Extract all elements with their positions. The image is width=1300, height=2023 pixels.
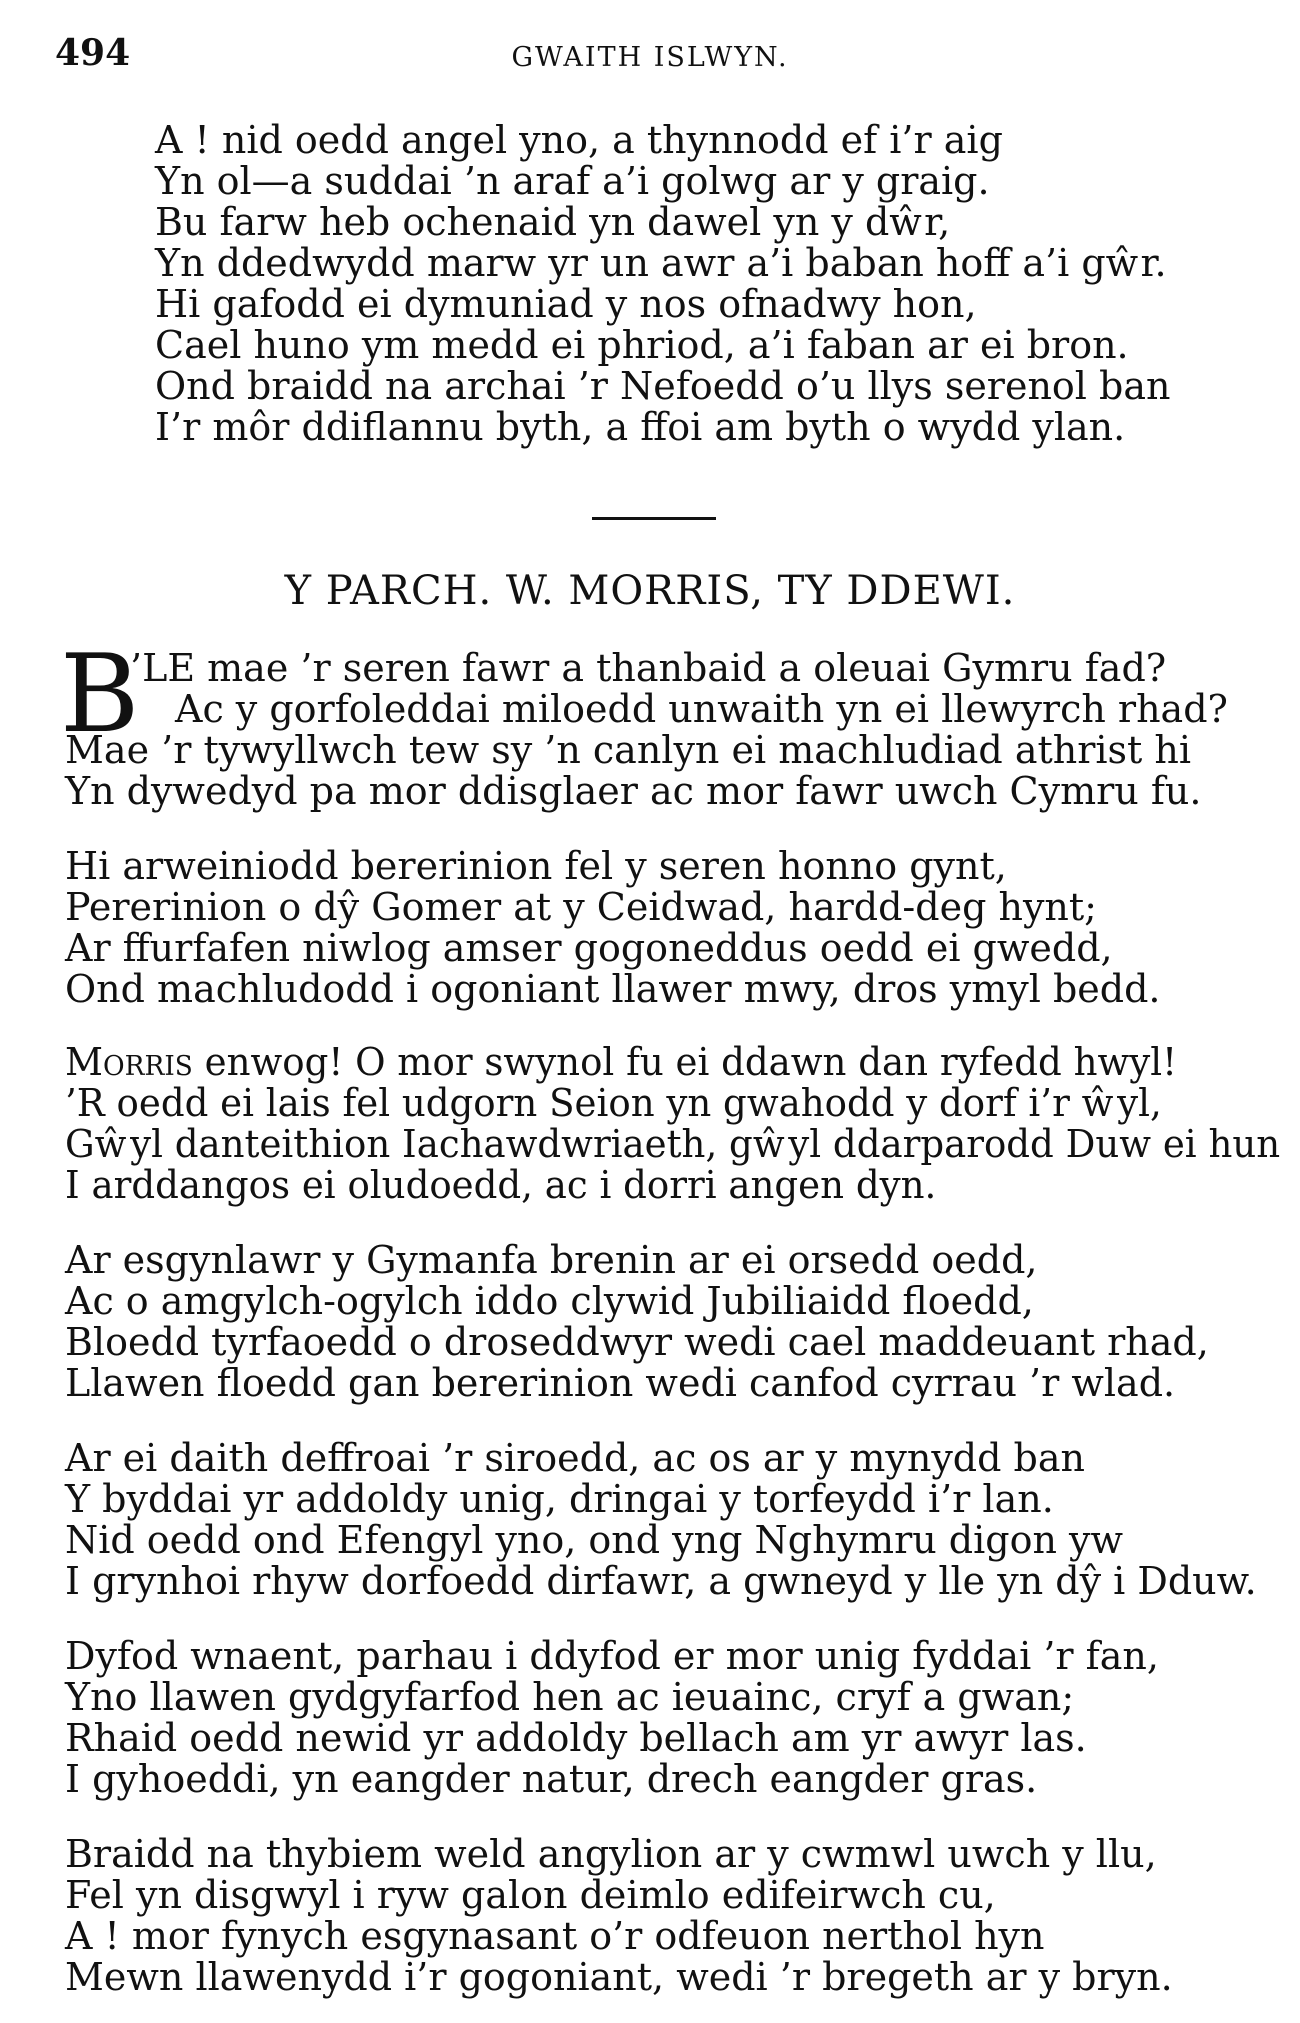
stanza-3 bbox=[65, 1042, 1280, 1206]
stanza-1 bbox=[65, 648, 1228, 812]
stanza-5 bbox=[65, 1438, 1257, 1602]
verse-line: Hi gafodd ei dymuniad y nos ofnadwy hon, bbox=[155, 282, 977, 326]
verse-line: Ac y gorfoleddai miloedd unwaith yn ei llewyrch rhad? bbox=[175, 687, 1228, 731]
verse-line: Bu farw heb ochenaid yn dawel yn y dŵr, bbox=[155, 200, 951, 244]
verse-line: Mae ’r tywyllwch tew sy ’n canlyn ei machludiad athrist hi bbox=[65, 728, 1192, 772]
stanza-4 bbox=[65, 1240, 1209, 1404]
verse-line: Llawen floedd gan bererinion wedi canfod cyrrau ’r wlad. bbox=[65, 1361, 1176, 1405]
verse-line: ’R oedd ei lais fel udgorn Seion yn gwahodd y dorf i’r ŵyl, bbox=[65, 1081, 1162, 1125]
verse-line-rest: enwog! O mor swynol fu ei ddawn dan ryfedd hwyl! bbox=[192, 1040, 1178, 1084]
verse-line: Ond machludodd i ogoniant llawer mwy, dros ymyl bedd. bbox=[65, 967, 1161, 1011]
verse-line: Ar esgynlawr y Gymanfa brenin ar ei orsedd oedd, bbox=[65, 1238, 1038, 1282]
verse-line: A ! nid oedd angel yno, a thynnodd ef i’r aig bbox=[155, 118, 1003, 162]
verse-line: Yn ol—a suddai ’n araf a’i golwg ar y graig. bbox=[155, 159, 990, 203]
verse-line: I gyhoeddi, yn eangder natur, drech eangder gras. bbox=[65, 1757, 1038, 1801]
verse-line: Ond braidd na archai ’r Nefoedd o’u llys serenol ban bbox=[155, 364, 1171, 408]
verse-line: Yn ddedwydd marw yr un awr a’i baban hoff a’i gŵr. bbox=[155, 241, 1167, 285]
running-title: GWAITH ISLWYN. bbox=[511, 42, 789, 73]
verse-line: Fel yn disgwyl i ryw galon deimlo edifeirwch cu, bbox=[65, 1873, 996, 1917]
poem-title: Y PARCH. W. MORRIS, TY DDEWI. bbox=[284, 568, 1016, 614]
verse-line: Rhaid oedd newid yr addoldy bellach am yr awyr las. bbox=[65, 1716, 1087, 1760]
drop-cap: B bbox=[60, 632, 140, 757]
verse-line: Nid oedd ond Efengyl yno, ond yng Nghymru digon yw bbox=[65, 1518, 1124, 1562]
verse-line: Ar ei daith deffroai ’r siroedd, ac os ar y mynydd ban bbox=[65, 1436, 1085, 1480]
verse-line: Ar ffurfafen niwlog amser gogoneddus oedd ei gwedd, bbox=[65, 926, 1113, 970]
stanza-2 bbox=[65, 846, 1161, 1010]
verse-line: I arddangos ei oludoedd, ac i dorri angen dyn. bbox=[65, 1163, 937, 1207]
verse-line: Y byddai yr addoldy unig, dringai y torfeydd i’r lan. bbox=[65, 1477, 1054, 1521]
page-number: 494 bbox=[55, 32, 131, 74]
verse-line: Pererinion o dŷ Gomer at y Ceidwad, hardd-deg hynt; bbox=[65, 885, 1097, 929]
verse-line bbox=[65, 1042, 1280, 1083]
verse-line: Bloedd tyrfaoedd o droseddwyr wedi cael maddeuant rhad, bbox=[65, 1320, 1209, 1364]
stanza-6 bbox=[65, 1636, 1159, 1800]
top-stanza bbox=[155, 120, 1171, 448]
verse-line: ’LE mae ’r seren fawr a thanbaid a oleuai Gymru fad? bbox=[130, 646, 1167, 690]
verse-line: I’r môr ddiflannu byth, a ffoi am byth o wydd ylan. bbox=[155, 405, 1126, 449]
verse-line: Mewn llawenydd i’r gogoniant, wedi ’r bregeth ar y bryn. bbox=[65, 1955, 1173, 1999]
verse-line: Yno llawen gydgyfarfod hen ac ieuainc, cryf a gwan; bbox=[65, 1675, 1075, 1719]
name-small-caps: Morris bbox=[65, 1040, 193, 1084]
verse-line: A ! mor fynych esgynasant o’r odfeuon nerthol hyn bbox=[65, 1914, 1045, 1958]
verse-line: Dyfod wnaent, parhau i ddyfod er mor unig fyddai ’r fan, bbox=[65, 1634, 1159, 1678]
verse-line: Braidd na thybiem weld angylion ar y cwmwl uwch y llu, bbox=[65, 1832, 1157, 1876]
section-divider bbox=[592, 517, 716, 520]
verse-line: Gŵyl danteithion Iachawdwriaeth, gŵyl ddarparodd Duw ei hun bbox=[65, 1122, 1281, 1166]
verse-line: Hi arweiniodd bererinion fel y seren honno gynt, bbox=[65, 844, 1007, 888]
verse-line: Yn dywedyd pa mor ddisglaer ac mor fawr uwch Cymru fu. bbox=[65, 769, 1202, 813]
verse-line: Cael huno ym medd ei phriod, a’i faban ar ei bron. bbox=[155, 323, 1129, 367]
stanza-7 bbox=[65, 1834, 1173, 1998]
verse-line: I grynhoi rhyw dorfoedd dirfawr, a gwneyd y lle yn dŷ i Dduw. bbox=[65, 1559, 1257, 1603]
verse-line: Ac o amgylch-ogylch iddo clywid Jubiliaidd floedd, bbox=[65, 1279, 1034, 1323]
